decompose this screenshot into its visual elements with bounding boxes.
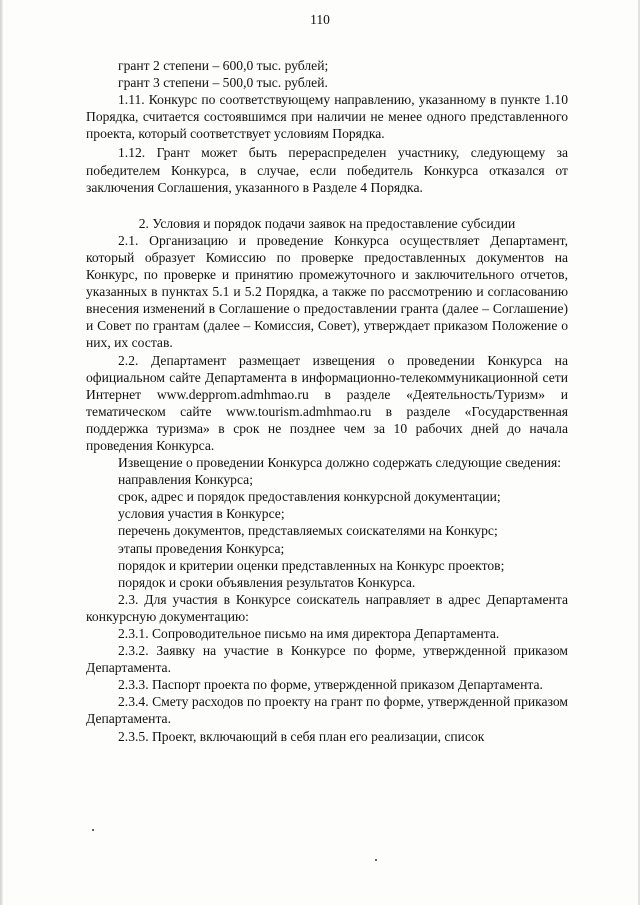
scan-speck bbox=[375, 859, 377, 861]
scan-left-edge bbox=[0, 0, 3, 905]
paragraph-1-11: 1.11. Конкурс по соответствующему направлению, указанному в пункте 1.10 Порядка, считается состоявшимся при наличии не менее одного представленного проекта, который соответствует условиям Порядка. bbox=[86, 92, 568, 142]
paragraph-1-12: 1.12. Грант может быть перераспределен участнику, следующему за победителем Конкурса, в случае, если победитель Конкурса отказался от заключения Соглашения, указанного в Разделе 4 Порядка. bbox=[86, 145, 568, 195]
paragraph-2-3-2: 2.3.2. Заявку на участие в Конкурсе по форме, утвержденной приказом Департамента. bbox=[86, 643, 568, 676]
grant-line-3: грант 3 степени – 500,0 тыс. рублей. bbox=[118, 75, 328, 91]
grant-line-2: грант 2 степени – 600,0 тыс. рублей; bbox=[118, 58, 329, 73]
paragraph-2-2: 2.2. Департамент размещает извещения о проведении Конкурса на официальном сайте Департамента в информационно-телекоммуникационной сети Интернет www.depprom.admhmao.ru в разделе «Деятельность/Туризм» и тематическом сайте www.tourism.admhmao.ru в разделе «Государственная поддержка туризма» в срок не позднее чем за 10 рабочих дней до начала проведения Конкурса. bbox=[86, 352, 568, 453]
list-item: порядок и критерии оценки представленных на Конкурс проектов; bbox=[118, 557, 505, 573]
page-number: 110 bbox=[310, 12, 330, 27]
list-item: условия участия в Конкурсе; bbox=[118, 506, 285, 522]
paragraph-2-1: 2.1. Организацию и проведение Конкурса осуществляет Департамент, который образует Комиссию по проверке предоставленных документов на Конкурс, по проверке и принятию промежуточного и заключительного отчетов, указанных в пунктах 5.1 и 5.2 Порядка, а также по рассмотрению и согласованию внесения изменений в Соглашение о предоставлении гранта (далее – Соглашение) и Совет по грантам (далее – Комиссия, Совет), утверждает приказом Положение о них, их состав. bbox=[86, 232, 568, 351]
list-item: направления Конкурса; bbox=[118, 472, 253, 488]
list-item: порядок и сроки объявления результатов Конкурса. bbox=[118, 574, 416, 590]
list-item: перечень документов, представляемых соискателями на Конкурс; bbox=[118, 523, 498, 539]
list-item: срок, адрес и порядок предоставления конкурсной документации; bbox=[118, 489, 501, 505]
notice-intro: Извещение о проведении Конкурса должно содержать следующие сведения: bbox=[118, 455, 562, 471]
document-body bbox=[86, 57, 568, 745]
paragraph-2-3-4: 2.3.4. Смету расходов по проекту на грант по форме, утвержденной приказом Департамента. bbox=[86, 694, 568, 727]
paragraph-2-3-3: 2.3.3. Паспорт проекта по форме, утвержденной приказом Департамента. bbox=[118, 677, 543, 693]
section-2-title: 2. Условия и порядок подачи заявок на предоставление субсидии bbox=[138, 215, 516, 231]
paragraph-2-3-5: 2.3.5. Проект, включающий в себя план его реализации, список bbox=[118, 728, 485, 744]
paragraph-2-3-1: 2.3.1. Сопроводительное письмо на имя директора Департамента. bbox=[118, 626, 500, 641]
scan-speck bbox=[92, 829, 94, 831]
list-item: этапы проведения Конкурса; bbox=[118, 540, 285, 556]
paragraph-2-3: 2.3. Для участия в Конкурсе соискатель направляет в адрес Департамента конкурсную документацию: bbox=[86, 591, 568, 624]
